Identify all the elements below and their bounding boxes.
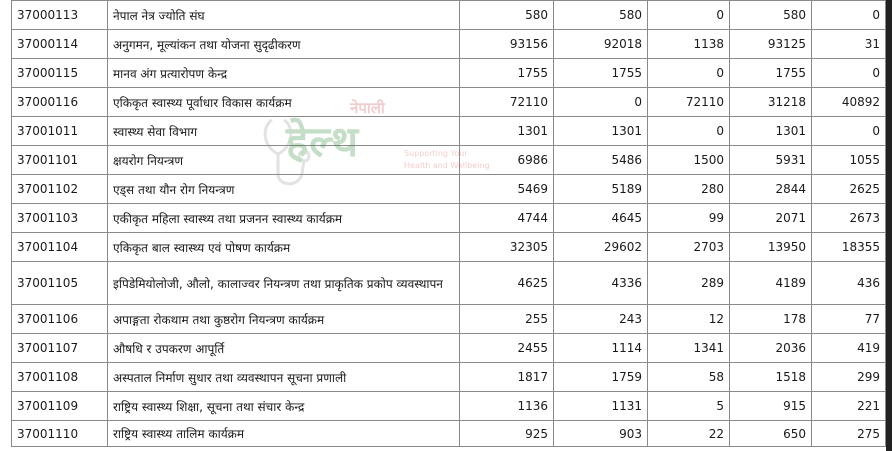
row-program-name: स्वास्थ्य सेवा विभाग [108, 117, 460, 146]
row-program-name: अस्पताल निर्माण सुधार तथा व्यवस्थापन सूचना प्रणाली [108, 363, 460, 392]
row-value-3: 289 [648, 262, 730, 305]
row-value-1: 93156 [460, 30, 554, 59]
watermark-tagline-2: Health and Wellbeing [404, 161, 490, 170]
row-value-4: 650 [730, 421, 812, 447]
row-program-name: औषधि र उपकरण आपूर्ति [108, 334, 460, 363]
watermark-main-text: हेल्थ [286, 117, 360, 166]
row-value-5: 18355 [812, 233, 886, 262]
window-right-edge [886, 0, 892, 451]
row-program-name: अनुगमन, मूल्यांकन तथा योजना सुदृढीकरण [108, 30, 460, 59]
row-value-3: 1500 [648, 146, 730, 175]
row-code: 37001105 [12, 262, 108, 305]
row-program-name: राष्ट्रिय स्वास्थ्य शिक्षा, सूचना तथा संचार केन्द्र [108, 392, 460, 421]
row-value-5: 221 [812, 392, 886, 421]
row-value-3: 2703 [648, 233, 730, 262]
row-value-3: 72110 [648, 88, 730, 117]
row-value-5: 40892 [812, 88, 886, 117]
table-row [12, 392, 886, 421]
row-code: 37000115 [12, 59, 108, 88]
row-value-3: 1138 [648, 30, 730, 59]
row-value-3: 280 [648, 175, 730, 204]
row-value-1: 4744 [460, 204, 554, 233]
table-row [12, 117, 886, 146]
row-value-4: 93125 [730, 30, 812, 59]
row-program-name: एड्स तथा यौन रोग नियन्त्रण [108, 175, 460, 204]
table-row [12, 59, 886, 88]
row-value-4: 2036 [730, 334, 812, 363]
row-value-2: 1131 [554, 392, 648, 421]
row-value-4: 2071 [730, 204, 812, 233]
row-value-1: 1755 [460, 59, 554, 88]
watermark-top-text: नेपाली [350, 99, 385, 117]
row-value-1: 580 [460, 1, 554, 30]
row-value-5: 1055 [812, 146, 886, 175]
row-value-2: 903 [554, 421, 648, 447]
row-program-name: राष्ट्रिय स्वास्थ्य तालिम कार्यक्रम [108, 421, 460, 447]
row-value-5: 2673 [812, 204, 886, 233]
row-value-4: 4189 [730, 262, 812, 305]
row-value-2: 1301 [554, 117, 648, 146]
row-code: 37001101 [12, 146, 108, 175]
row-value-4: 13950 [730, 233, 812, 262]
table-row [12, 421, 886, 447]
row-code: 37000116 [12, 88, 108, 117]
row-value-2: 29602 [554, 233, 648, 262]
row-value-5: 0 [812, 59, 886, 88]
row-code: 37001109 [12, 392, 108, 421]
row-code: 37000114 [12, 30, 108, 59]
row-code: 37001011 [12, 117, 108, 146]
row-value-5: 0 [812, 117, 886, 146]
row-value-5: 77 [812, 305, 886, 334]
row-value-5: 299 [812, 363, 886, 392]
row-value-2: 4336 [554, 262, 648, 305]
row-value-1: 72110 [460, 88, 554, 117]
row-value-1: 1136 [460, 392, 554, 421]
row-value-2: 5189 [554, 175, 648, 204]
row-value-1: 925 [460, 421, 554, 447]
row-code: 37001107 [12, 334, 108, 363]
table-row [12, 1, 886, 30]
row-value-1: 4625 [460, 262, 554, 305]
row-value-4: 2844 [730, 175, 812, 204]
row-program-name: मानव अंग प्रत्यारोपण केन्द्र [108, 59, 460, 88]
row-value-3: 0 [648, 1, 730, 30]
row-value-4: 5931 [730, 146, 812, 175]
row-value-4: 31218 [730, 88, 812, 117]
row-value-4: 1755 [730, 59, 812, 88]
row-code: 37001106 [12, 305, 108, 334]
row-value-1: 1817 [460, 363, 554, 392]
row-value-5: 419 [812, 334, 886, 363]
table-body [12, 1, 886, 447]
row-value-2: 1759 [554, 363, 648, 392]
row-code: 37000113 [12, 1, 108, 30]
row-value-1: 255 [460, 305, 554, 334]
row-value-3: 1341 [648, 334, 730, 363]
row-value-5: 2625 [812, 175, 886, 204]
watermark-tagline-1: Supporting Your [404, 149, 468, 158]
table-row [12, 88, 886, 117]
row-value-1: 6986 [460, 146, 554, 175]
row-code: 37001103 [12, 204, 108, 233]
row-value-4: 1301 [730, 117, 812, 146]
row-value-2: 243 [554, 305, 648, 334]
row-program-name: अपाङ्गता रोकथाम तथा कुष्ठरोग नियन्त्रण कार्यक्रम [108, 305, 460, 334]
table-row [12, 146, 886, 175]
row-value-4: 1518 [730, 363, 812, 392]
row-value-5: 436 [812, 262, 886, 305]
table-row [12, 204, 886, 233]
row-value-4: 915 [730, 392, 812, 421]
table-row [12, 233, 886, 262]
row-program-name: इपिडेमियोलोजी, औलो, कालाज्वर नियन्त्रण तथा प्राकृतिक प्रकोप व्यवस्थापन [108, 262, 460, 305]
budget-table [11, 0, 886, 447]
row-value-1: 32305 [460, 233, 554, 262]
row-program-name: एकिकृत बाल स्वास्थ्य एवं पोषण कार्यक्रम [108, 233, 460, 262]
row-code: 37001110 [12, 421, 108, 447]
row-value-4: 580 [730, 1, 812, 30]
row-value-2: 580 [554, 1, 648, 30]
table-row [12, 175, 886, 204]
row-code: 37001108 [12, 363, 108, 392]
table-row [12, 334, 886, 363]
row-value-2: 4645 [554, 204, 648, 233]
row-value-1: 2455 [460, 334, 554, 363]
row-code: 37001104 [12, 233, 108, 262]
row-value-2: 0 [554, 88, 648, 117]
row-value-3: 12 [648, 305, 730, 334]
row-value-2: 1755 [554, 59, 648, 88]
row-value-4: 178 [730, 305, 812, 334]
table-row [12, 305, 886, 334]
row-value-2: 1114 [554, 334, 648, 363]
row-program-name: नेपाल नेत्र ज्योति संघ [108, 1, 460, 30]
row-value-5: 31 [812, 30, 886, 59]
row-value-3: 5 [648, 392, 730, 421]
row-value-2: 5486 [554, 146, 648, 175]
row-value-3: 99 [648, 204, 730, 233]
row-value-5: 275 [812, 421, 886, 447]
row-value-3: 22 [648, 421, 730, 447]
row-value-3: 0 [648, 117, 730, 146]
row-value-2: 92018 [554, 30, 648, 59]
row-code: 37001102 [12, 175, 108, 204]
table-row [12, 363, 886, 392]
row-program-name: एकीकृत महिला स्वास्थ्य तथा प्रजनन स्वास्थ्य कार्यक्रम [108, 204, 460, 233]
row-value-3: 58 [648, 363, 730, 392]
row-value-5: 0 [812, 1, 886, 30]
row-program-name: एकिकृत स्वास्थ्य पूर्वाधार विकास कार्यक्रम [108, 88, 460, 117]
row-value-1: 1301 [460, 117, 554, 146]
row-value-1: 5469 [460, 175, 554, 204]
row-value-3: 0 [648, 59, 730, 88]
table-row [12, 30, 886, 59]
table-row [12, 262, 886, 305]
row-program-name: क्षयरोग नियन्त्रण [108, 146, 460, 175]
